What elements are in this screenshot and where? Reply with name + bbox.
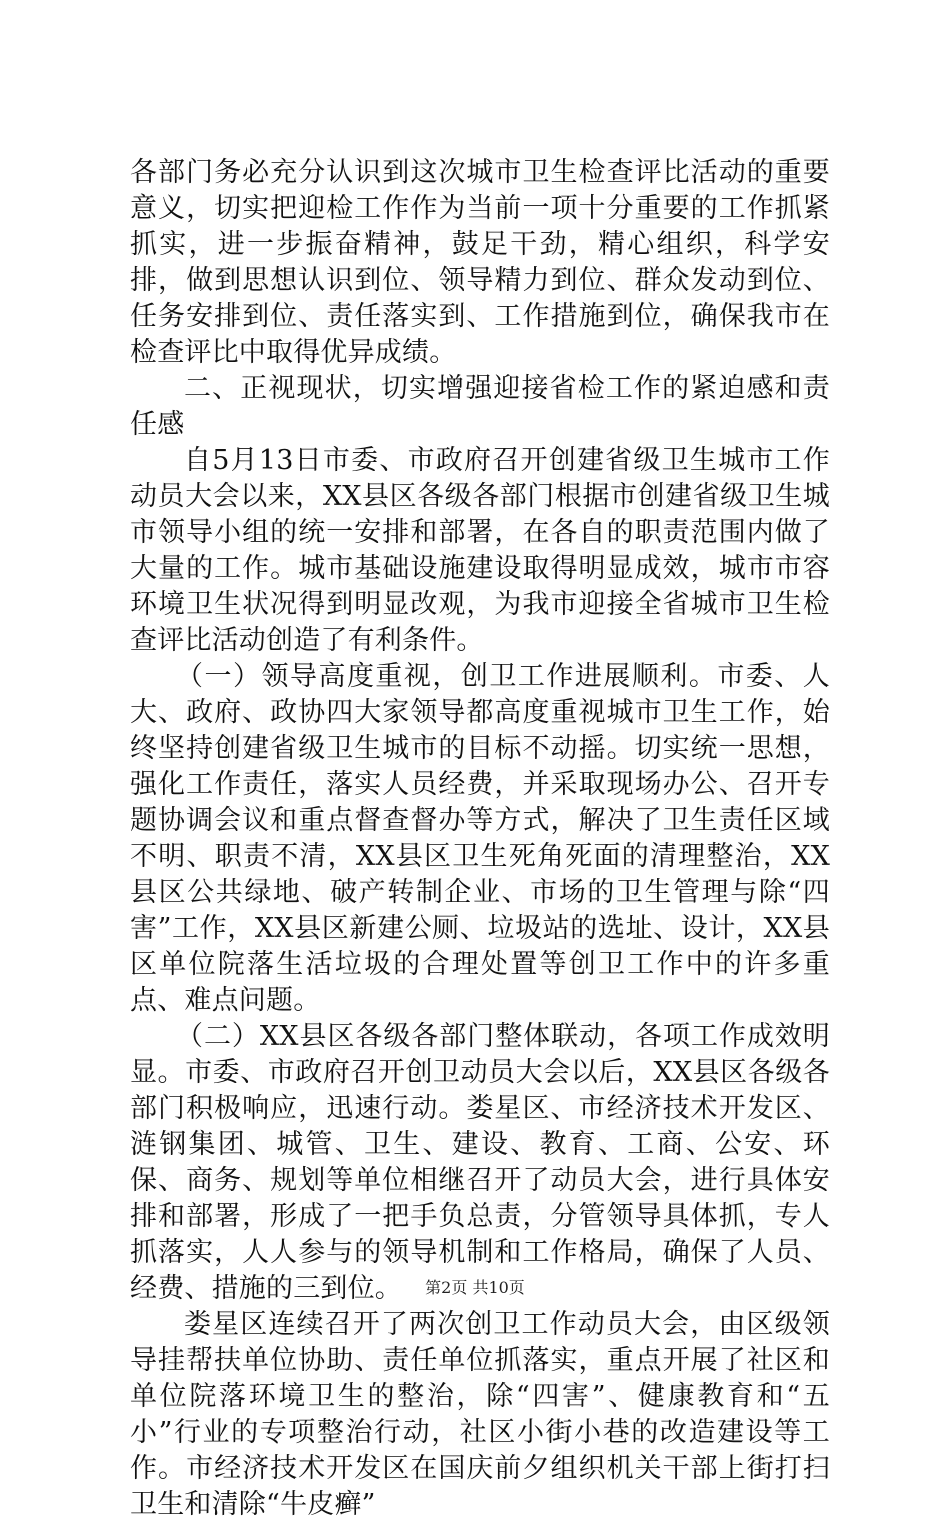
paragraph-3: （一）领导高度重视，创卫工作进展顺利。市委、人大、政府、政协四大家领导都高度重视城市卫生工作，始终坚持创建省级卫生城市的目标不动摇。切实统一思想，强化工作责任，落实人员经费，并采取现场办公、召开专题协调会议和重点督查督办等方式，解决了卫生责任区域不明、职责不清，XX县区卫生死角死面的清理整治，XX县区公共绿地、破产转制企业、市场的卫生管理与除“四害”工作，XX县区新建公厕、垃圾站的选址、设计，XX县区单位院落生活垃圾的合理处置等创卫工作中的许多重点、难点问题。: [130, 661, 830, 1016]
section-heading-2: 二、正视现状，切实增强迎接省检工作的紧迫感和责任感: [130, 373, 830, 440]
document-body: [130, 155, 830, 1523]
page-number-footer: 第2页 共10页: [425, 1278, 525, 1297]
paragraph-2: 自5月13日市委、市政府召开创建省级卫生城市工作动员大会以来，XX县区各级各部门根据市创建省级卫生城市领导小组的统一安排和部署，在各自的职责范围内做了大量的工作。城市基础设施建设取得明显成效，城市市容环境卫生状况得到明显改观，为我市迎接全省城市卫生检查评比活动创造了有利条件。: [130, 445, 830, 656]
paragraph-5: 娄星区连续召开了两次创卫工作动员大会，由区级领导挂帮扶单位协助、责任单位抓落实，重点开展了社区和单位院落环境卫生的整治，除“四害”、健康教育和“五小”行业的专项整治行动，社区小街小巷的改造建设等工作。市经济技术开发区在国庆前夕组织机关干部上街打扫卫生和清除“牛皮癣”: [130, 1309, 830, 1520]
paragraph-4: （二）XX县区各级各部门整体联动，各项工作成效明显。市委、市政府召开创卫动员大会以后，XX县区各级各部门积极响应，迅速行动。娄星区、市经济技术开发区、涟钢集团、城管、卫生、建设、教育、工商、公安、环保、商务、规划等单位相继召开了动员大会，进行具体安排和部署，形成了一把手负总责，分管领导具体抓，专人抓落实，人人参与的领导机制和工作格局，确保了人员、经费、措施的三到位。: [130, 1021, 830, 1304]
paragraph-1: 各部门务必充分认识到这次城市卫生检查评比活动的重要意义，切实把迎检工作作为当前一项十分重要的工作抓紧抓实，进一步振奋精神，鼓足干劲，精心组织，科学安排，做到思想认识到位、领导精力到位、群众发动到位、任务安排到位、责任落实到、工作措施到位，确保我市在检查评比中取得优异成绩。: [130, 157, 830, 368]
